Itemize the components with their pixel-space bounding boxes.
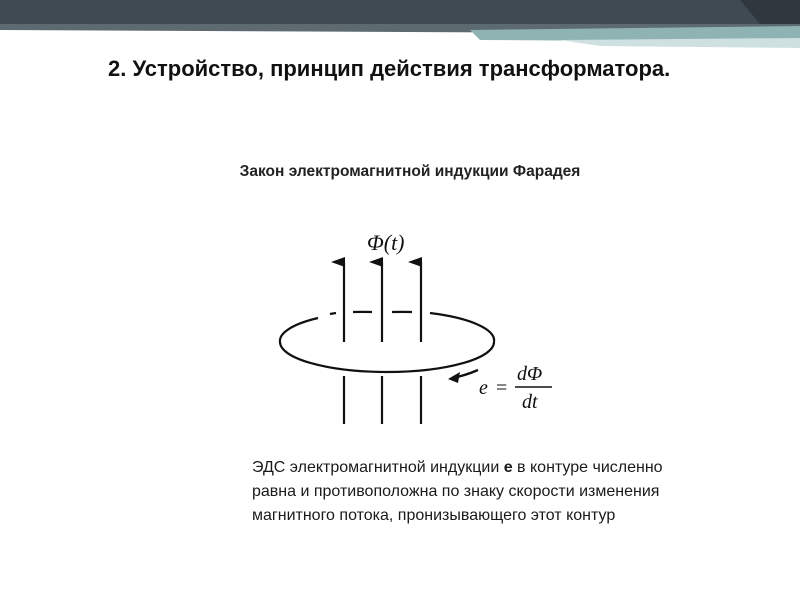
equation-lhs: e [479, 377, 488, 399]
flux-lines-lower [344, 376, 421, 424]
current-arrowhead [448, 372, 460, 383]
caption-part-2: в контуре численно равна и противоположна по знаку скорости изменения магнитного потока, пронизывающего этот контур [252, 459, 663, 524]
equation-denominator: dt [522, 391, 538, 413]
loop-back-seg2 [330, 313, 336, 314]
emf-equation [479, 363, 552, 413]
slide-subtitle: Закон электромагнитной индукции Фарадея [239, 163, 581, 180]
equation-equals: = [496, 377, 508, 399]
flux-arrows-upper [344, 262, 421, 342]
loop-back-seg1 [280, 318, 318, 342]
equation-numerator: dΦ [517, 363, 543, 385]
loop-front [280, 342, 494, 372]
loop-back-seg5 [430, 313, 494, 342]
conductor-loop [280, 312, 494, 372]
caption-text [252, 456, 692, 528]
caption-part-1: ЭДС электромагнитной индукции [252, 459, 504, 476]
slide-title: 2. Устройство, принцип действия трансформатора. [108, 56, 671, 81]
caption-emf-symbol: e [503, 459, 513, 476]
flux-label: Φ(t) [367, 230, 405, 255]
